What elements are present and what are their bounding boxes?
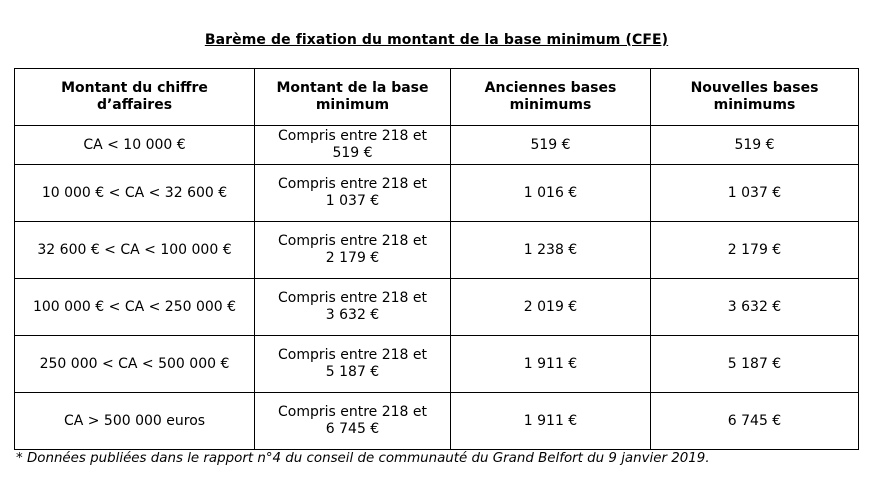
header-nouvelles-bases [651, 69, 859, 126]
header-montant-base [255, 69, 451, 126]
header-line: minimum [315, 97, 390, 113]
cell-nouvelles-bases: 519 € [651, 126, 859, 165]
header-anciennes-bases [451, 69, 651, 126]
range-line: Compris entre 218 et [277, 404, 428, 420]
cell-chiffre-affaires: 100 000 € < CA < 250 000 € [15, 279, 255, 336]
cell-nouvelles-bases: 3 632 € [651, 279, 859, 336]
range-line: Compris entre 218 et [277, 290, 428, 306]
header-line: Anciennes bases [484, 80, 617, 96]
header-line: Montant de la base [276, 80, 429, 96]
cell-chiffre-affaires: CA < 10 000 € [15, 126, 255, 165]
base-minimum-table [14, 68, 859, 450]
cell-anciennes-bases: 1 911 € [451, 336, 651, 393]
table-row [15, 222, 859, 279]
range-line: Compris entre 218 et [277, 233, 428, 249]
range-line: 3 632 € [325, 307, 380, 323]
cell-anciennes-bases: 1 238 € [451, 222, 651, 279]
range-line: 519 € [332, 145, 373, 161]
cell-montant-base [255, 393, 451, 450]
header-chiffre-affaires [15, 69, 255, 126]
cell-anciennes-bases: 1 911 € [451, 393, 651, 450]
header-line: minimums [713, 97, 796, 113]
cell-montant-base [255, 279, 451, 336]
cell-montant-base [255, 336, 451, 393]
cell-nouvelles-bases: 6 745 € [651, 393, 859, 450]
table-row [15, 336, 859, 393]
range-line: 5 187 € [325, 364, 380, 380]
cell-anciennes-bases: 1 016 € [451, 165, 651, 222]
cell-chiffre-affaires: 32 600 € < CA < 100 000 € [15, 222, 255, 279]
header-line: Nouvelles bases [690, 80, 819, 96]
range-line: 6 745 € [325, 421, 380, 437]
range-line: Compris entre 218 et [277, 347, 428, 363]
cell-montant-base [255, 126, 451, 165]
cell-anciennes-bases: 519 € [451, 126, 651, 165]
cell-montant-base [255, 222, 451, 279]
range-line: Compris entre 218 et [277, 176, 428, 192]
cell-chiffre-affaires: CA > 500 000 euros [15, 393, 255, 450]
cell-montant-base [255, 165, 451, 222]
footnote: * Données publiées dans le rapport n°4 du conseil de communauté du Grand Belfort du 9 janvier 2019. [16, 451, 710, 466]
header-line: minimums [509, 97, 592, 113]
cell-anciennes-bases: 2 019 € [451, 279, 651, 336]
cell-chiffre-affaires: 10 000 € < CA < 32 600 € [15, 165, 255, 222]
table-row [15, 279, 859, 336]
cell-nouvelles-bases: 1 037 € [651, 165, 859, 222]
table-header-row [15, 69, 859, 126]
header-line: Montant du chiffre [61, 80, 208, 96]
table-row [15, 393, 859, 450]
table-row [15, 165, 859, 222]
cell-nouvelles-bases: 2 179 € [651, 222, 859, 279]
cell-nouvelles-bases: 5 187 € [651, 336, 859, 393]
cell-chiffre-affaires: 250 000 < CA < 500 000 € [15, 336, 255, 393]
table-row [15, 126, 859, 165]
range-line: Compris entre 218 et [277, 128, 428, 144]
page-title: Barème de fixation du montant de la base minimum (CFE) [204, 32, 669, 48]
range-line: 2 179 € [325, 250, 380, 266]
header-line: d’affaires [96, 97, 173, 113]
range-line: 1 037 € [325, 193, 380, 209]
